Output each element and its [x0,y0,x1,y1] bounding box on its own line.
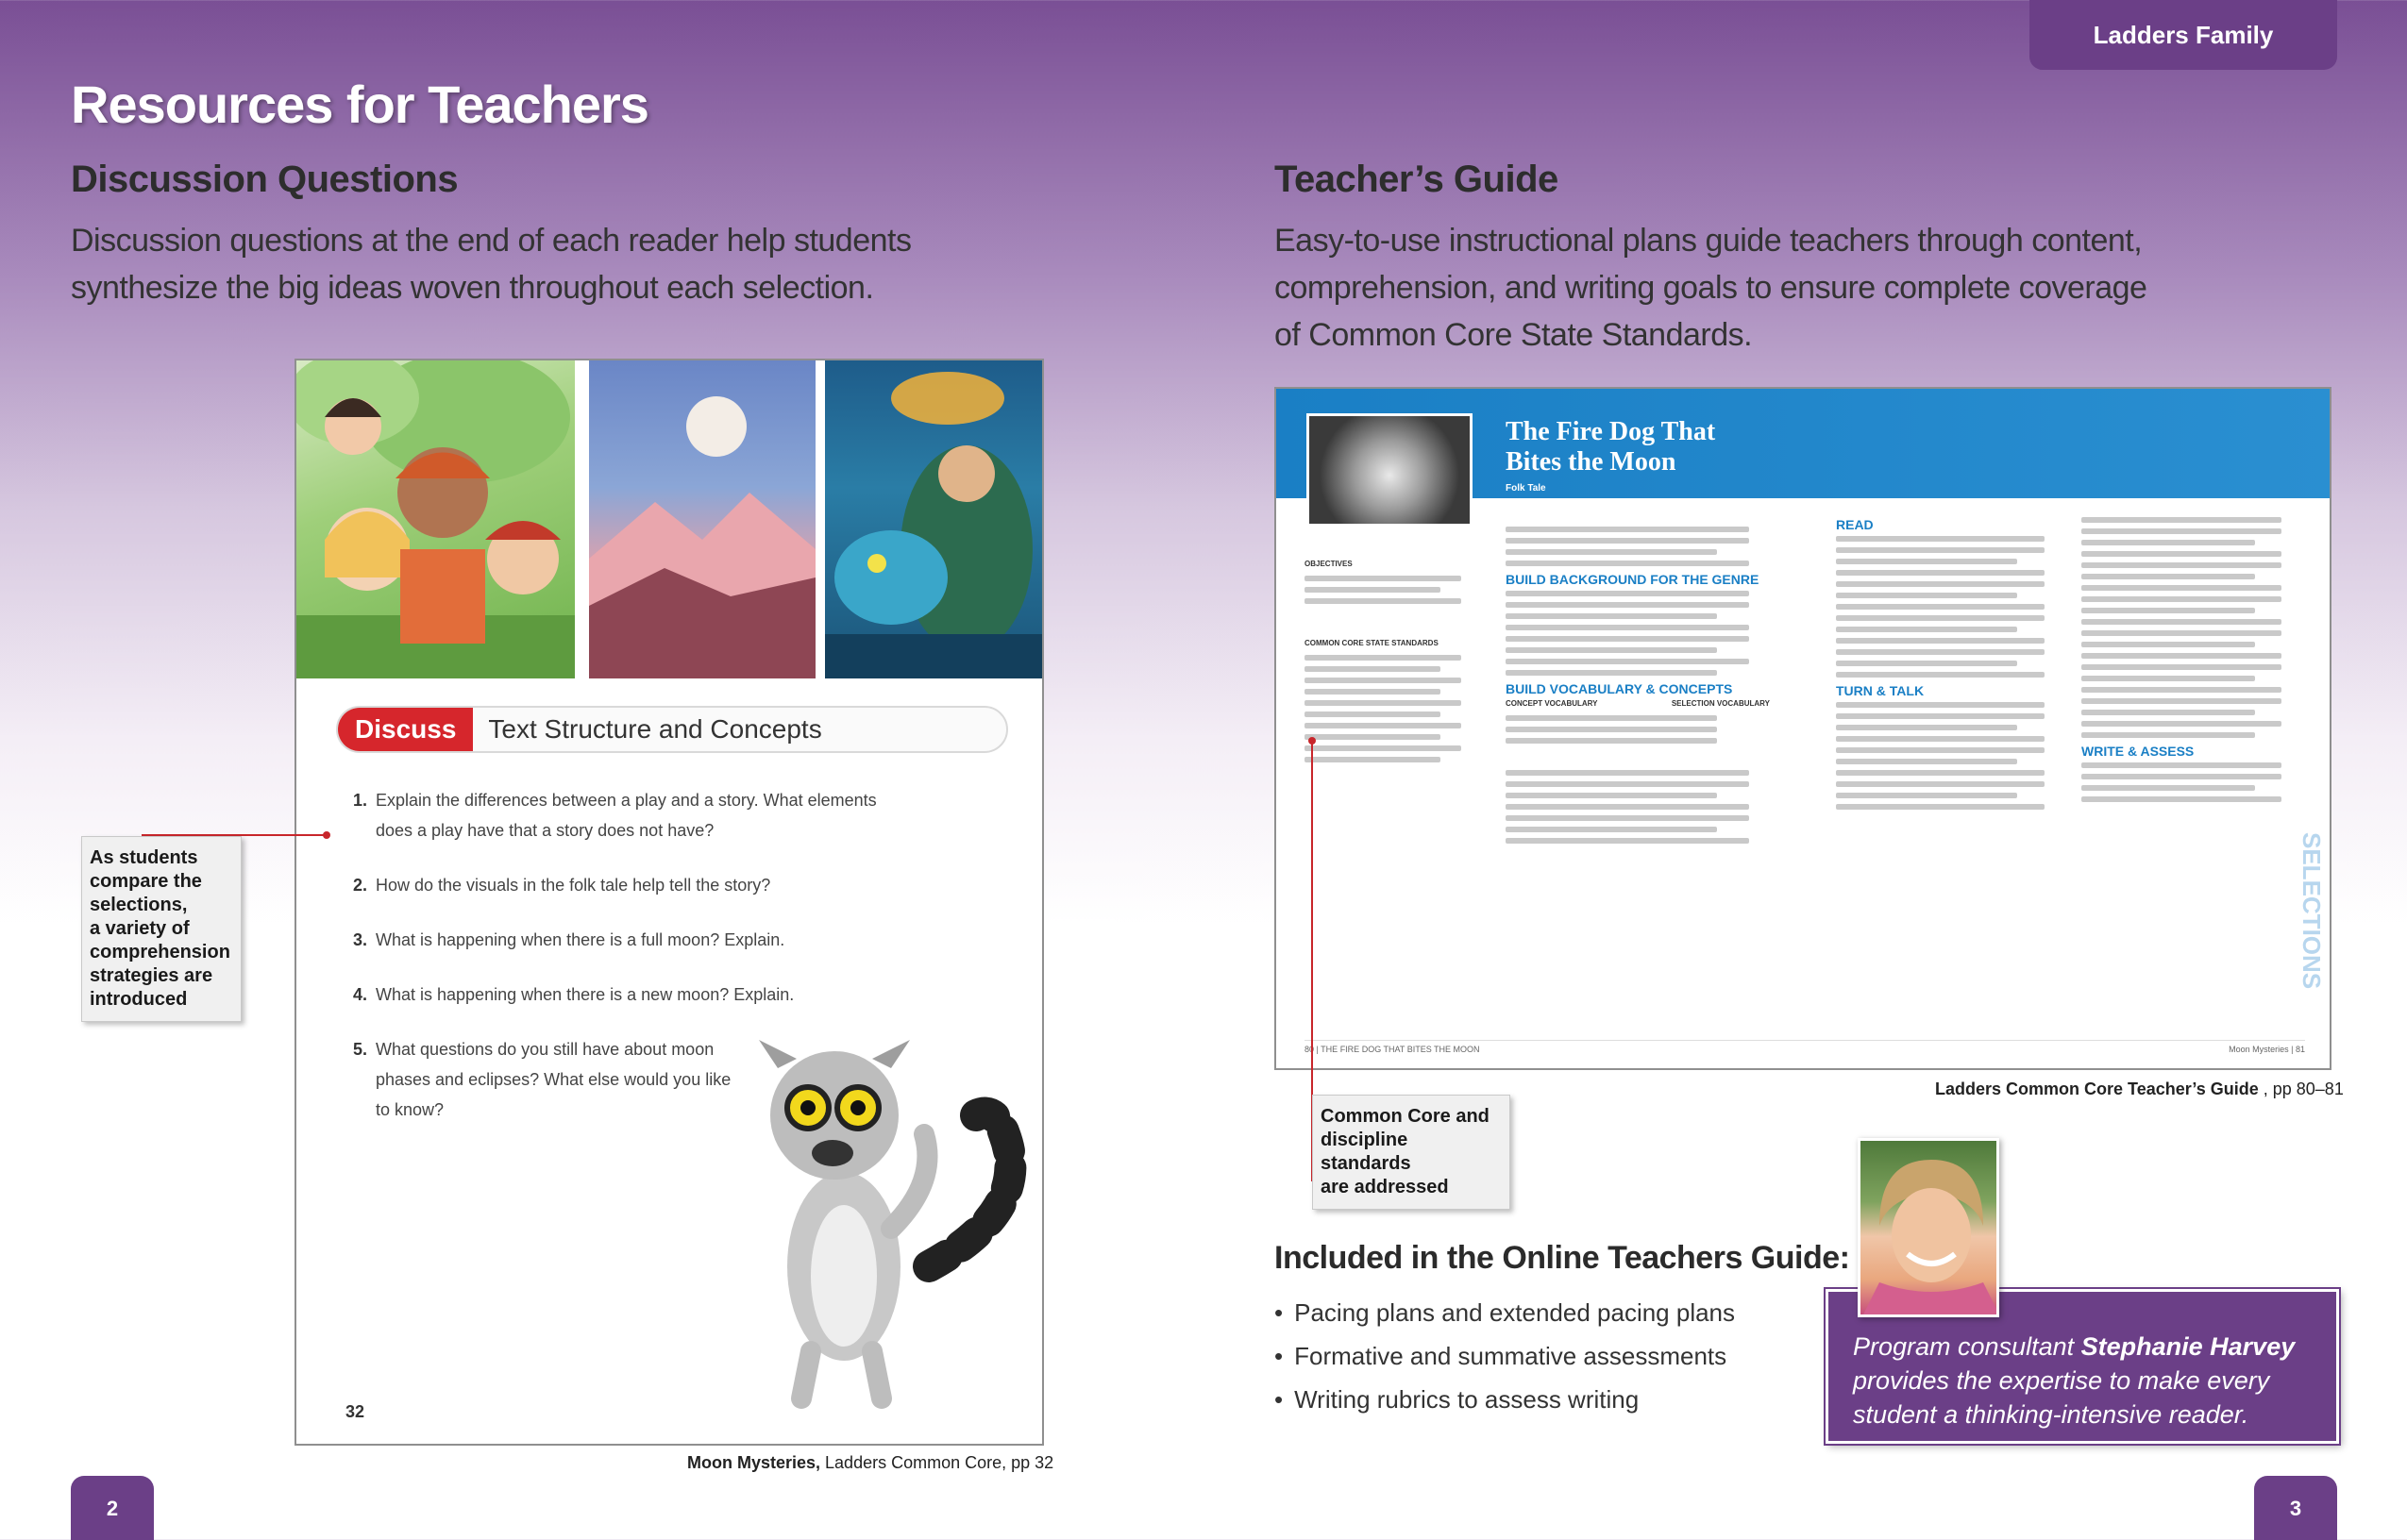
text-placeholder [1836,638,2045,644]
guide-sidebar-column [1304,559,1474,768]
text-placeholder [2081,653,2281,659]
text-placeholder [2081,687,2281,693]
question-number: 3. [353,930,368,949]
build-background-heading: BUILD BACKGROUND FOR THE GENRE [1506,572,1759,587]
text-placeholder [2081,676,2255,681]
right-page-number: 3 [2254,1476,2337,1540]
discuss-tag: Discuss [338,708,473,751]
text-placeholder [2081,732,2255,738]
callout-line: comprehension [90,942,230,962]
text-placeholder [2081,721,2281,727]
question-text: What is happening when there is a new moon? Explain. [376,985,795,1004]
guide-description-line: of Common Core State Standards. [1274,317,1753,353]
text-placeholder [2081,698,2281,704]
text-placeholder [1304,689,1440,695]
text-placeholder [1506,815,1749,821]
concept-vocab-label: CONCEPT VOCABULARY [1506,699,1598,708]
discuss-title: Text Structure and Concepts [488,714,822,744]
caption-title: Ladders Common Core Teacher’s Guide [1935,1080,2259,1098]
consultant-photo [1858,1138,1999,1317]
text-placeholder [1304,587,1440,593]
question-number: 1. [353,791,368,810]
guide-footer [1304,1040,2305,1057]
text-placeholder [2081,596,2281,602]
text-placeholder [1506,538,1749,544]
text-placeholder [1304,757,1440,762]
consultant-line: student a thinking-intensive reader. [1853,1400,2249,1429]
callout-line: introduced [90,989,188,1010]
text-placeholder [1304,678,1461,683]
text-placeholder [1506,561,1749,566]
callout-line: strategies are [90,965,213,986]
text-placeholder [1836,804,2045,810]
text-placeholder [1836,559,2017,564]
guide-description-line: Easy-to-use instructional plans guide teachers through content, [1274,223,2143,259]
teachers-guide-description [1274,217,2146,359]
guide-title-line: Bites the Moon [1506,447,1676,477]
text-placeholder [1506,647,1717,653]
text-placeholder [1304,700,1461,706]
text-placeholder [1506,602,1749,608]
consultant-line: provides the expertise to make every [1853,1366,2270,1395]
text-placeholder [1836,770,2045,776]
text-placeholder [1836,661,2017,666]
question-item [353,979,882,1010]
selection-vocab-label: SELECTION VOCABULARY [1671,699,1770,708]
text-placeholder [2081,562,2281,568]
question-text: What is happening when there is a full moon? Explain. [376,930,785,949]
text-placeholder [1506,591,1749,596]
question-line: Explain the differences between a play and a story. What elements [376,791,877,810]
teachers-guide-preview [1274,387,2331,1070]
callout-line: As students [90,847,198,868]
text-placeholder [1506,804,1749,810]
standards-callout [1312,1095,1510,1210]
consultant-prefix: Program consultant [1853,1332,2081,1361]
selections-side-tab: SELECTIONS [2298,832,2326,990]
guide-moon-photo [1306,413,1473,527]
guide-subtitle: Folk Tale [1506,483,1546,494]
caption-detail: Ladders Common Core, pp 32 [820,1453,1054,1472]
text-placeholder [2081,630,2281,636]
question-number: 5. [353,1040,368,1059]
online-guide-list [1274,1291,1735,1421]
text-placeholder [1836,604,2045,610]
text-placeholder [1506,549,1717,555]
question-line: to know? [376,1100,445,1119]
question-text [376,785,882,845]
text-placeholder [1836,747,2045,753]
guide-footer-left: 80 | THE FIRE DOG THAT BITES THE MOON [1304,1045,1480,1054]
text-placeholder [1304,734,1440,740]
list-item: • Writing rubrics to assess writing [1274,1378,1735,1421]
consultant-line [1853,1330,2310,1364]
text-placeholder [1836,536,2045,542]
question-line: What questions do you still have about moon [376,1040,715,1059]
discussion-questions-heading: Discussion Questions [71,159,459,200]
reader-page-preview [295,359,1044,1446]
text-placeholder [1304,576,1461,581]
text-placeholder [1506,670,1717,676]
text-placeholder [2081,585,2281,591]
lemur-illustration [721,1021,1042,1417]
text-placeholder [2081,762,2281,768]
question-number: 4. [353,985,368,1004]
reader-caption [687,1453,1053,1473]
text-placeholder [1304,666,1440,672]
text-placeholder [2081,664,2281,670]
vocab-columns [1506,698,1770,710]
text-placeholder [1506,793,1717,798]
text-placeholder [1836,736,2045,742]
read-heading: READ [1836,517,1874,532]
callout-line: are addressed [1321,1177,1449,1197]
text-placeholder [1836,615,2045,621]
online-guide-heading: Included in the Online Teachers Guide: [1274,1240,1850,1276]
text-placeholder [1506,715,1717,721]
text-placeholder [2081,642,2255,647]
guide-column-2 [1506,521,1770,849]
left-page-number: 2 [71,1476,154,1540]
text-placeholder [2081,785,2255,791]
text-placeholder [1506,659,1749,664]
guide-column-3 [1836,511,2062,815]
guide-title-line: The Fire Dog That [1506,417,1716,446]
strategies-callout [81,836,242,1022]
consultant-name: Stephanie Harvey [2080,1332,2296,1361]
text-placeholder [1506,625,1749,630]
text-placeholder [1836,627,2017,632]
question-text: How do the visuals in the folk tale help tell the story? [376,876,771,895]
text-placeholder [1836,725,2017,730]
discussion-description-line: synthesize the big ideas woven throughout each selection. [71,270,874,306]
text-placeholder [1506,636,1749,642]
text-placeholder [1506,781,1749,787]
question-line: phases and eclipses? What else would you like [376,1070,732,1089]
text-placeholder [1836,570,2045,576]
turn-talk-heading: TURN & TALK [1836,683,1925,698]
text-placeholder [1304,745,1461,751]
discussion-description [71,217,911,311]
text-placeholder [1836,547,2045,553]
text-placeholder [1304,711,1440,717]
list-item: • Formative and summative assessments [1274,1334,1735,1378]
text-placeholder [2081,528,2281,534]
text-placeholder [1506,827,1717,832]
text-placeholder [1506,727,1717,732]
text-placeholder [1836,672,2045,678]
ccss-heading: COMMON CORE STATE STANDARDS [1304,639,1439,647]
text-placeholder [1836,759,2017,764]
guide-title [1506,417,1715,477]
callout-line: discipline standards [1321,1130,1411,1174]
text-placeholder [2081,608,2255,613]
question-number: 2. [353,876,368,895]
text-placeholder [1304,598,1461,604]
caption-detail: , pp 80–81 [2258,1080,2344,1098]
teachers-guide-heading: Teacher’s Guide [1274,159,1558,200]
moon-mountain-photo [589,360,816,678]
reader-page-number: 32 [345,1402,365,1421]
text-placeholder [2081,774,2281,779]
callout-line: Common Core and [1321,1106,1490,1127]
text-placeholder [2081,551,2281,557]
text-placeholder [1506,738,1717,744]
text-placeholder [1836,649,2045,655]
text-placeholder [1836,781,2045,787]
text-placeholder [2081,710,2255,715]
brand-tab: Ladders Family [2029,0,2337,70]
question-item [353,870,882,900]
question-item [353,925,882,955]
text-placeholder [2081,540,2255,545]
text-placeholder [1836,702,2045,708]
callout-line: selections, [90,895,188,915]
text-placeholder [1836,581,2045,587]
guide-column-4 [2081,511,2298,808]
text-placeholder [1304,723,1461,728]
text-placeholder [1506,613,1717,619]
text-placeholder [2081,796,2281,802]
text-placeholder [1506,770,1749,776]
discussion-description-line: Discussion questions at the end of each reader help students [71,223,912,259]
question-line: does a play have that a story does not have? [376,821,715,840]
kids-illustration [296,360,575,678]
text-placeholder [1304,655,1461,661]
caption-title: Moon Mysteries, [687,1453,821,1472]
question-item [353,785,882,845]
text-placeholder [1836,593,2017,598]
page-title: Resources for Teachers [71,75,648,134]
text-placeholder [2081,517,2281,523]
discuss-header-bar [336,706,1008,753]
callout-line: compare the [90,871,202,892]
objectives-heading: OBJECTIVES [1304,560,1353,568]
callout-line: a variety of [90,918,190,939]
guide-caption [1935,1080,2344,1099]
text-placeholder [2081,574,2255,579]
list-item: • Pacing plans and extended pacing plans [1274,1291,1735,1334]
text-placeholder [1506,838,1749,844]
text-placeholder [1836,793,2017,798]
guide-description-line: comprehension, and writing goals to ensure complete coverage [1274,270,2147,306]
text-placeholder [2081,619,2281,625]
build-vocabulary-heading: BUILD VOCABULARY & CONCEPTS [1506,681,1733,696]
write-assess-heading: WRITE & ASSESS [2081,744,2195,759]
fire-dog-illustration [825,360,1044,678]
text-placeholder [1836,713,2045,719]
guide-footer-right: Moon Mysteries | 81 [2229,1045,2305,1054]
text-placeholder [1506,527,1749,532]
